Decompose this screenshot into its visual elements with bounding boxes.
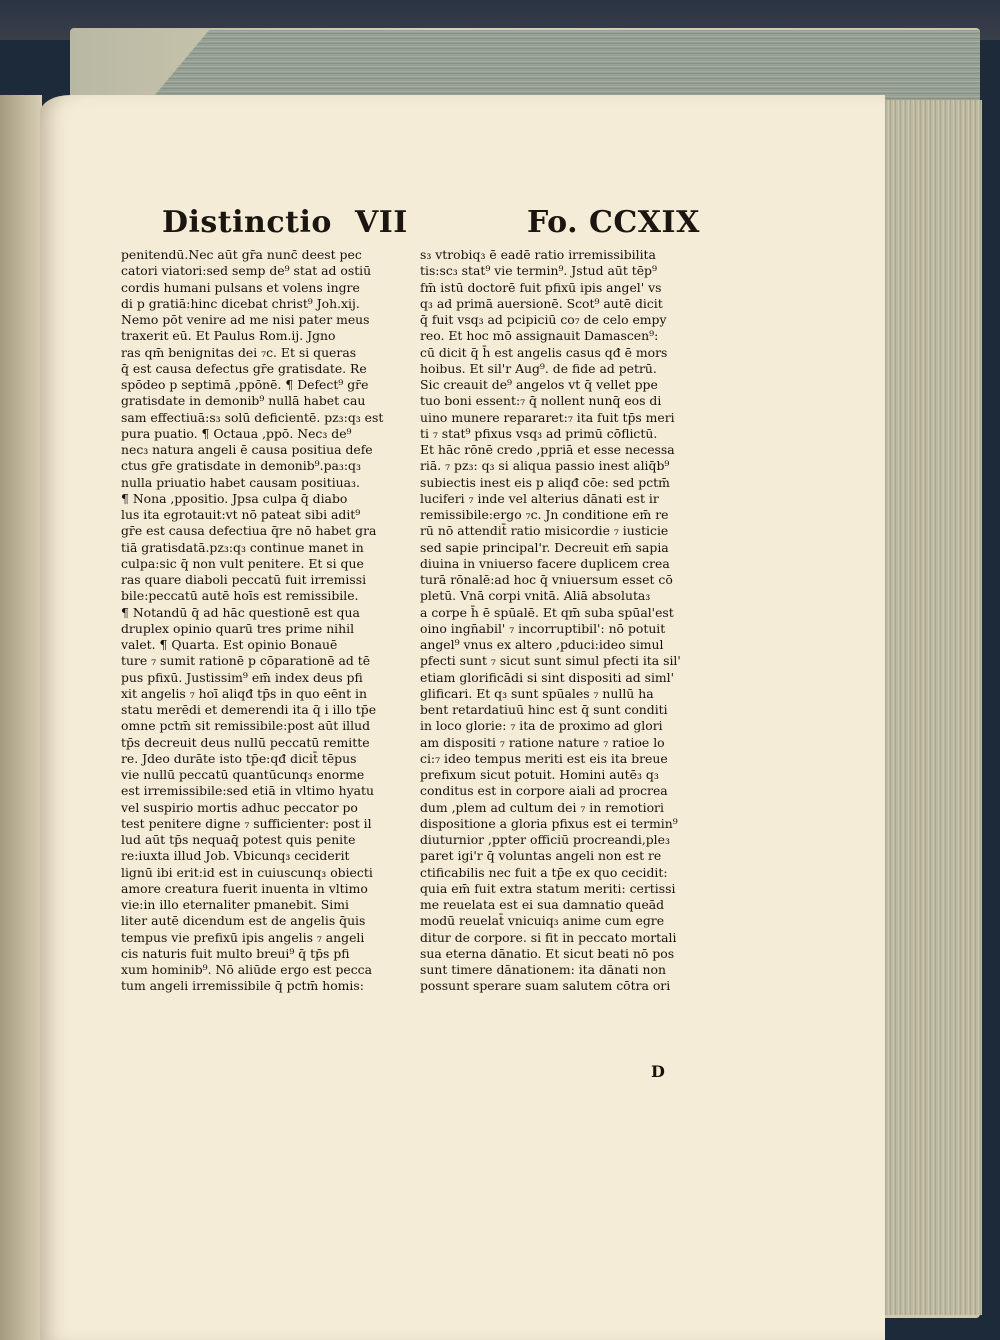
text-line: tum angeli irremissibile q̄ pctm̄ homis: — [121, 978, 364, 994]
text-line: riā. ₇ pz₃: q₃ si aliqua passio inest aliq̄b⁹ — [420, 458, 670, 474]
text-line: bile:peccatū autē hoīs est remissibile. — [121, 588, 359, 604]
text-line: gratisdate in demonib⁹ nullā habet cau — [121, 393, 366, 409]
text-line: ti ₇ stat⁹ pfixus vsq₃ ad primū cōflictū. — [420, 425, 658, 441]
text-line: ctus gr̄e gratisdate in demonib⁹.pa₃:q₃ — [121, 458, 361, 474]
text-line: q̄ est causa defectus gr̄e gratisdate. Re — [121, 360, 367, 376]
text-line: ras quare diaboli peccatū fuit irremissi — [121, 572, 367, 587]
text-line: quia em̄ fuit extra statum meriti: certissi — [420, 880, 676, 896]
text-line: ras qm̄ benignitas dei ₇c. Et si queras — [121, 344, 357, 360]
text-line: penitendū.Nec aūt gr̄a nunc̄ deest pec — [121, 247, 362, 262]
text-line: conditus est in corpore aiali ad procrea — [420, 783, 668, 799]
text-line: q̄ fuit vsq₃ ad pcipiciū co₇ de celo empy — [420, 312, 667, 327]
text-line: di p gratiā:hinc dicebat christ⁹ Joh.xij. — [121, 295, 360, 311]
folio-number: Fo. CCXIX — [527, 205, 700, 240]
running-head-left: Distinctio — [162, 205, 332, 240]
text-line: me reuelata est ei sua damnatio queād — [420, 897, 665, 912]
text-line: gr̄e est causa defectiua q̄re nō habet gra — [121, 523, 377, 539]
text-column-right — [420, 247, 710, 995]
text-line: Sic creauit de⁹ angelos vt q̄ vellet ppe — [420, 377, 658, 392]
text-line: fm̄ istū doctorē fuit pfixū ipis angel' vs — [420, 279, 662, 295]
text-line: ture ₇ sumit rationē p cōparationē ad tē — [121, 653, 371, 669]
text-line: cis naturis fuit multo breui⁹ q̄ tp̄s pfi — [121, 945, 350, 961]
text-line: am dispositi ₇ ratione nature ₇ ratioe lo — [420, 734, 665, 750]
text-line: lus ita egrotauit:vt nō pateat sibi adit⁹ — [121, 507, 361, 522]
text-line: nulla priuatio habet causam positiua₃. — [121, 474, 360, 490]
text-line: uino munere repararet:₇ ita fuit tp̄s meri — [420, 409, 675, 425]
text-line: nec₃ natura angeli ē causa positiua defe — [121, 442, 373, 457]
text-column-left — [121, 247, 411, 995]
text-line: est irremissibile:sed etiā in vltimo hyatu — [121, 783, 374, 799]
text-line: culpa:sic q̄ non vult penitere. Et si que — [121, 555, 364, 571]
text-line: pura puatio. ¶ Octaua ,ppō. Nec₃ de⁹ — [121, 425, 352, 441]
text-line: vie nullū peccatū quantūcunq₃ enorme — [121, 767, 365, 782]
text-line: prefixum sicut potuit. Homini autē₃ q₃ — [420, 767, 659, 782]
text-line: catori viatori:sed semp de⁹ stat ad ostiū — [121, 263, 372, 279]
text-line: sua eterna dānatio. Et sicut beati nō pos — [420, 945, 675, 961]
text-line: pus pfixū. Justissim⁹ em̄ index deus pfi — [121, 669, 363, 685]
text-line: hoibus. Et sil'r Aug⁹. de fide ad petrū. — [420, 360, 657, 376]
text-line: reo. Et hoc mō assignauit Damascen⁹: — [420, 328, 659, 344]
text-line: traxerit eū. Et Paulus Rom.ij. Jgno — [121, 328, 336, 344]
text-line: q₃ ad primā auersionē. Scot⁹ autē dicit — [420, 295, 663, 311]
text-line: turā rōnalē:ad hoc q̄ vniuersum esset cō — [420, 572, 673, 587]
text-line: pletū. Vnā corpi vnitā. Aliā absoluta₃ — [420, 588, 651, 604]
text-line: modū reuelat̄ vnicuiq₃ anime cum egre — [420, 913, 665, 929]
text-line: liter autē dicendum est de angelis q̄uis — [121, 913, 366, 929]
text-line: test penitere digne ₇ sufficienter: post il — [121, 815, 372, 831]
text-line: rū nō attendit̄ ratio misicordie ₇ iusticie — [420, 523, 669, 539]
text-line: bent retardatiuū hinc est q̄ sunt conditi — [420, 702, 668, 717]
text-line: sed sapie principal'r. Decreuit em̄ sapia — [420, 539, 669, 555]
text-line: ¶ Notandū q̄ ad hāc questionē est qua — [121, 604, 360, 620]
text-line: xum hominib⁹. Nō aliūde ergo est pecca — [121, 962, 372, 977]
text-line: sam effectiuā:s₃ solū deficientē. pz₃:q₃ est — [121, 409, 384, 425]
text-line: s₃ vtrobiq₃ ē eadē ratio irremissibilita — [420, 247, 656, 262]
text-line: amore creatura fuerit inuenta in vltimo — [121, 880, 368, 896]
text-line: oino ingn̄abil' ₇ incorruptibil': nō potuit — [420, 620, 666, 636]
text-line: tuo boni essent:₇ q̄ nollent nunq̄ eos di — [420, 393, 662, 409]
text-line: tis:sc₃ stat⁹ vie termin⁹. Jstud aūt tēp⁹ — [420, 263, 657, 279]
left-page-edge — [0, 95, 42, 1340]
text-line: a corpe h̄ ē spūalē. Et qm̄ suba spūal'est — [420, 604, 674, 620]
text-line: re:iuxta illud Job. Vbicunq₃ ceciderit — [121, 848, 350, 864]
text-line: glificari. Et q₃ sunt spūales ₇ nullū ha — [420, 685, 654, 701]
text-line: remissibile:ergo ₇c. Jn conditione em̄ re — [420, 507, 669, 522]
text-line: luciferi ₇ inde vel alterius dānati est ir — [420, 490, 659, 506]
text-line: dum ,plem ad cultum dei ₇ in remotiori — [420, 799, 664, 815]
text-line: omne pctm̄ sit remissibile:post aūt illud — [121, 718, 371, 734]
text-line: tempus vie prefixū ipis angelis ₇ angeli — [121, 929, 365, 945]
text-line: re. Jdeo durāte isto tp̄e:qđ dicit̄ tēpus — [121, 750, 357, 766]
text-line: ¶ Nona ,ppositio. Jpsa culpa q̄ diabo — [121, 490, 348, 506]
signature-mark: D — [651, 1062, 665, 1081]
text-line: etiam glorificādi si sint dispositi ad siml' — [420, 669, 675, 685]
text-line: tiā gratisdatā.pz₃:q₃ continue manet in — [121, 539, 364, 555]
text-line: diuturnior ,ppter officiū procreandi,ple₃ — [420, 832, 670, 847]
text-line: valet. ¶ Quarta. Est opinio Bonauē — [121, 637, 338, 652]
text-line: ci:₇ ideo tempus meriti est eis ita breue — [420, 750, 668, 766]
text-line: lignū ibi erit:id est in cuiuscunq₃ obiecti — [121, 864, 373, 880]
text-line: Et hāc rōnē credo ,ppriā et esse necessa — [420, 442, 675, 457]
text-line: vel suspirio mortis adhuc peccator po — [121, 799, 358, 815]
text-line: possunt sperare suam salutem cōtra ori — [420, 978, 671, 994]
text-line: in loco glorie: ₇ ita de proximo ad glori — [420, 718, 663, 734]
book-fore-edge — [880, 100, 982, 1315]
text-line: dispositione a gloria pfixus est ei termin⁹ — [420, 815, 678, 831]
text-line: angel⁹ vnus ex altero ,pduci:ideo simul — [420, 637, 664, 652]
text-line: druplex opinio quarū tres prime nihil — [121, 620, 355, 636]
text-line: ditur de corpore. si fit in peccato mortali — [420, 929, 677, 945]
text-line: pfecti sunt ₇ sicut sunt simul pfecti ita sil' — [420, 653, 681, 669]
text-line: tp̄s decreuit deus nullū peccatū remitte — [121, 734, 370, 750]
text-line: xit angelis ₇ hoī aliqđ tp̄s in quo eēnt in — [121, 685, 367, 701]
text-line: diuina in vniuerso facere duplicem crea — [420, 555, 670, 571]
running-head-number: VII — [355, 205, 408, 240]
text-line: cū dicit q̄ h̄ est angelis casus qđ ē mors — [420, 344, 668, 360]
text-line: cordis humani pulsans et volens ingre — [121, 279, 360, 295]
text-line: subiectis inest eis p aliqđ cōe: sed pctm̄ — [420, 474, 670, 490]
text-line: paret igi'r q̄ voluntas angeli non est re — [420, 848, 662, 864]
text-line: statu merēdi et demerendi ita q̄ i illo tp̄e — [121, 702, 377, 717]
text-line: lud aūt tp̄s nequaq̄ potest quis penite — [121, 832, 356, 847]
text-line: Nemo pōt venire ad me nisi pater meus — [121, 312, 370, 327]
text-line: sunt timere dānationem: ita dānati non — [420, 962, 666, 977]
text-line: ctificabilis nec fuit a tp̄e ex quo cecidit: — [420, 864, 668, 880]
text-line: vie:in illo eternaliter pmanebit. Simi — [121, 897, 349, 912]
text-line: spōdeo p septimā ,ppōnē. ¶ Defect⁹ gr̄e — [121, 377, 369, 392]
